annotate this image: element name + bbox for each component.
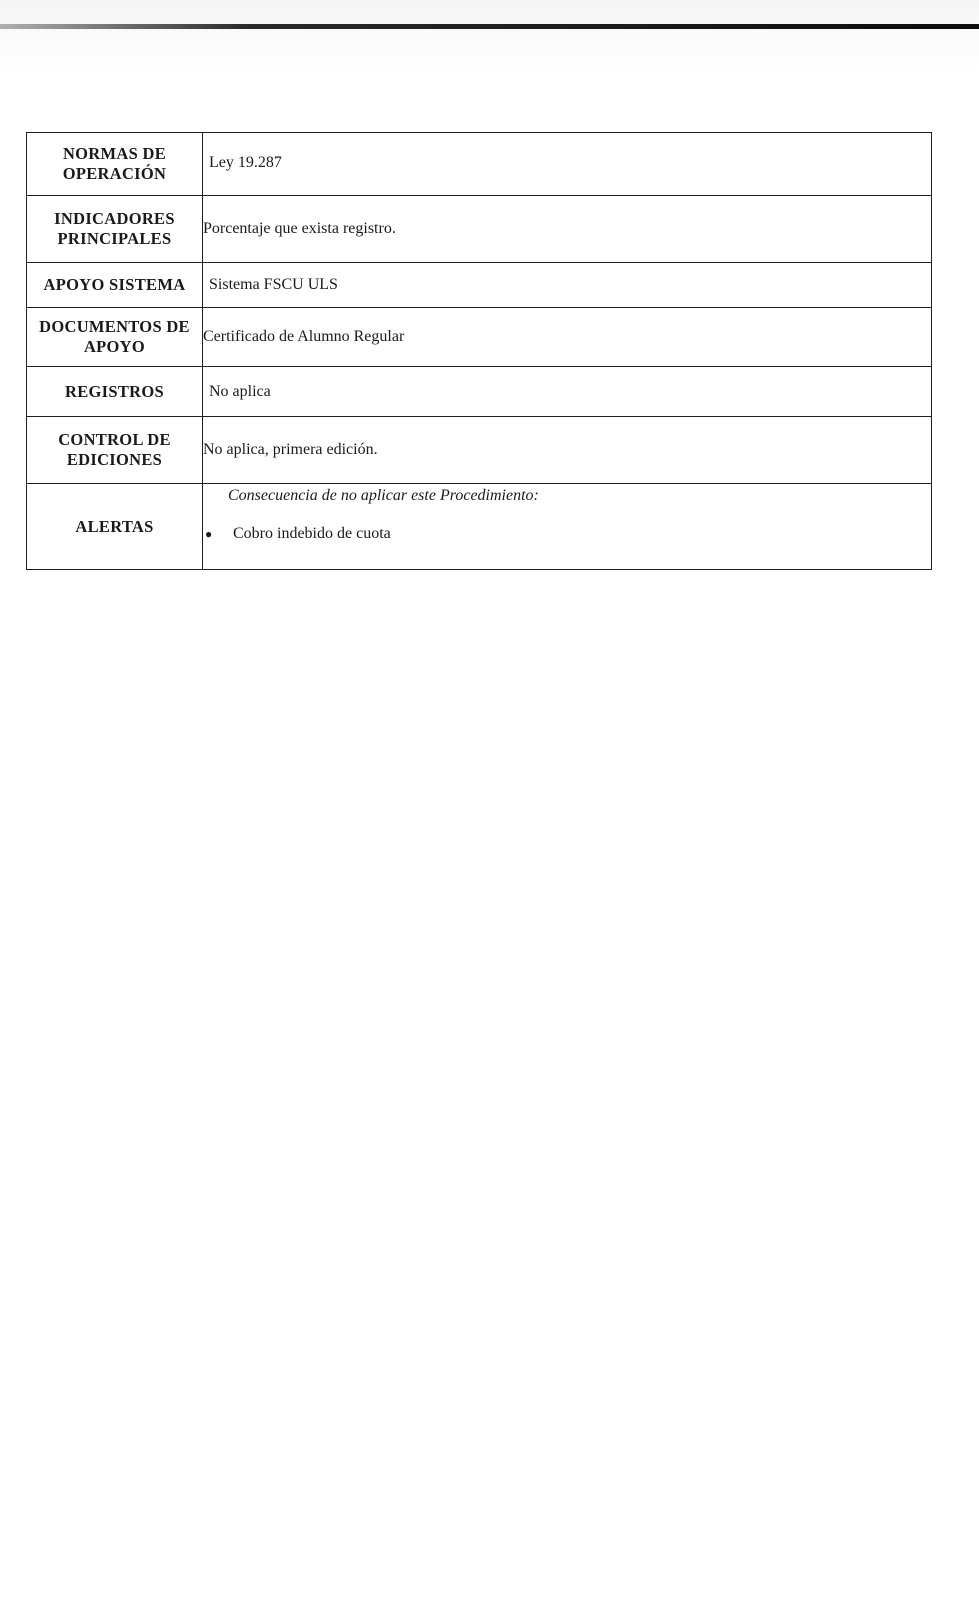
row-label-indicadores: INDICADORES PRINCIPALES xyxy=(27,196,203,263)
bullet-dot-icon: ● xyxy=(205,527,213,541)
list-item xyxy=(203,524,931,544)
table-row xyxy=(27,367,932,417)
alert-item-text: Cobro indebido de cuota xyxy=(233,525,391,542)
row-label-registros: REGISTROS xyxy=(27,367,203,417)
row-label-control-ediciones: CONTROL DE EDICIONES xyxy=(27,417,203,484)
table-row xyxy=(27,196,932,263)
table-row xyxy=(27,263,932,308)
table-row xyxy=(27,308,932,367)
scan-top-line xyxy=(0,24,979,29)
row-value-normas: Ley 19.287 xyxy=(203,133,932,196)
table-row xyxy=(27,417,932,484)
row-value-indicadores: Porcentaje que exista registro. xyxy=(203,196,932,263)
row-value-alertas xyxy=(203,484,932,570)
procedure-info-table xyxy=(26,132,932,570)
row-label-normas: NORMAS DE OPERACIÓN xyxy=(27,133,203,196)
row-label-alertas: ALERTAS xyxy=(27,484,203,570)
table-row xyxy=(27,133,932,196)
row-value-control-ediciones: No aplica, primera edición. xyxy=(203,417,932,484)
row-label-documentos: DOCUMENTOS DE APOYO xyxy=(27,308,203,367)
alert-heading: Consecuencia de no aplicar este Procedimiento: xyxy=(228,487,539,504)
table-row xyxy=(27,484,932,570)
row-label-apoyo-sistema: APOYO SISTEMA xyxy=(27,263,203,308)
row-value-documentos: Certificado de Alumno Regular xyxy=(203,308,932,367)
scan-edge-shadow xyxy=(0,0,979,70)
row-value-registros: No aplica xyxy=(203,367,932,417)
row-value-apoyo-sistema: Sistema FSCU ULS xyxy=(203,263,932,308)
